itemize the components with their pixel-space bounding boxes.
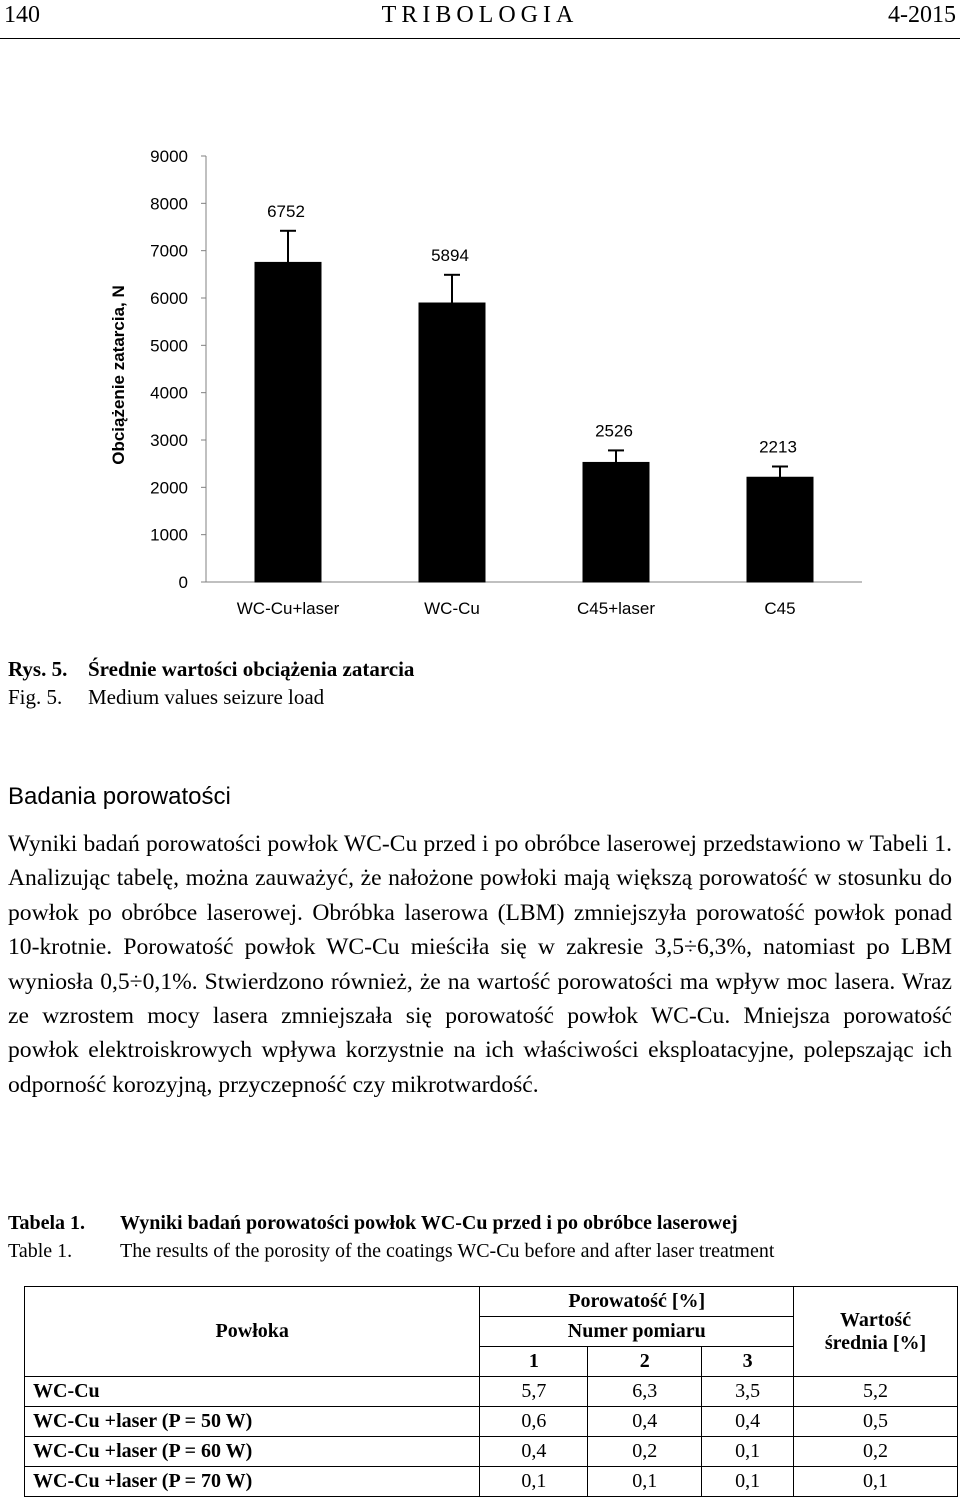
table-caption-en-text: The results of the porosity of the coatings WC-Cu before and after laser treatment [120,1240,775,1262]
row-m3: 3,5 [702,1377,794,1407]
header-mean [794,1287,958,1377]
row-mean: 0,5 [794,1407,958,1437]
table-row [25,1377,958,1407]
row-coating: WC-Cu +laser (P = 50 W) [25,1407,480,1437]
y-tick-label: 4000 [150,383,188,403]
table-caption-pl-label: Tabela 1. [8,1212,86,1234]
y-tick-label: 2000 [150,478,188,498]
row-m2: 6,3 [588,1377,702,1407]
row-coating: WC-Cu [25,1377,480,1407]
row-mean: 5,2 [794,1377,958,1407]
journal-title: TRIBOLOGIA [381,2,579,28]
table-caption-pl-text: Wyniki badań porowatości powłok WC-Cu przed i po obróbce laserowej [120,1212,738,1234]
table-row [25,1407,958,1437]
body-paragraph: Wyniki badań porowatości powłok WC-Cu przed i po obróbce laserowej przedstawiono w Tabeli 1. Analizując tabelę, można zauważyć, że nałożone powłoki mają większą porowatość w stosunku do powłok po obróbce laserowej. Obróbka laserowa (LBM) zmniejszyła porowatość powłok ponad 10-krotnie. Porowatość powłok WC-Cu mieściła się w zakresie 3,5÷6,3%, natomiast po LBM wyniosła 0,5÷0,1%. Stwierdzono również, że na wartość porowatości ma wpływ moc lasera. Wraz ze wzrostem mocy lasera zmniejszała się porowatość powłok WC-Cu. Mniejsza porowatość powłok elektroiskrowych wpływa korzystnie na ich właściwości eksploatacyjne, polepszając ich odporność korozyjną, przyczepność czy mikrotwardość. [8,831,952,1098]
header-m2: 2 [588,1347,702,1377]
y-tick-label: 9000 [150,147,188,166]
data-label: 5894 [431,245,469,265]
page-number: 140 [4,2,40,28]
row-m2: 0,4 [588,1407,702,1437]
y-tick-label: 3000 [150,431,188,450]
figure-caption-pl [8,657,414,682]
figure-caption-en [8,685,324,710]
table-row [25,1467,958,1497]
header-measurement: Numer pomiaru [480,1317,794,1347]
table-caption-en-label: Table 1. [8,1240,73,1262]
y-axis-title: Obciążenie zatarcia, N [109,285,128,465]
y-tick-label: 7000 [150,241,188,261]
x-tick-label: WC-Cu+laser [236,599,340,618]
row-coating: WC-Cu +laser (P = 60 W) [25,1437,480,1467]
section-title: Badania porowatości [8,783,231,810]
header-m3: 3 [702,1347,794,1377]
row-m1: 0,1 [480,1467,588,1497]
header-mean-line1: Wartość [839,1308,912,1331]
row-m1: 0,6 [480,1407,588,1437]
figure-caption-en-text: Medium values seizure load [88,685,325,709]
table-caption-en [8,1240,774,1263]
x-tick-label: WC-Cu [424,599,480,618]
row-coating: WC-Cu +laser (P = 70 W) [25,1467,480,1497]
x-tick-label: C45+laser [577,599,655,618]
x-tick-label: C45 [764,599,796,618]
data-label: 6752 [267,201,305,221]
header-porosity: Porowatość [%] [480,1287,794,1317]
row-mean: 0,1 [794,1467,958,1497]
row-mean: 0,2 [794,1437,958,1467]
row-m1: 5,7 [480,1377,588,1407]
header-rule [0,38,960,39]
y-tick-label: 0 [178,573,188,592]
row-m3: 0,1 [702,1467,794,1497]
bar [583,462,649,582]
bar [747,477,813,582]
header-coating: Powłoka [25,1287,480,1377]
page-header [0,0,960,36]
figure-caption-en-label: Fig. 5. [8,685,63,709]
data-label: 2213 [759,437,797,457]
figure-caption-pl-text: Średnie wartości obciążenia zatarcia [88,657,415,681]
figure-caption-pl-label: Rys. 5. [8,657,68,681]
porosity-table [24,1286,958,1497]
row-m3: 0,4 [702,1407,794,1437]
header-m1: 1 [480,1347,588,1377]
data-label: 2526 [595,421,633,441]
table-caption-pl [8,1212,738,1235]
issue-number: 4-2015 [888,2,956,28]
seizure-load-chart [0,120,960,630]
bar [419,303,485,582]
y-tick-label: 8000 [150,194,188,214]
row-m1: 0,4 [480,1437,588,1467]
header-mean-line2: średnia [%] [824,1331,927,1354]
row-m2: 0,1 [588,1467,702,1497]
table-row [25,1437,958,1467]
y-tick-label: 6000 [150,289,188,308]
bar [255,262,321,582]
y-tick-label: 1000 [150,525,188,545]
body-text [8,827,952,1102]
row-m2: 0,2 [588,1437,702,1467]
row-m3: 0,1 [702,1437,794,1467]
y-tick-label: 5000 [150,336,188,356]
